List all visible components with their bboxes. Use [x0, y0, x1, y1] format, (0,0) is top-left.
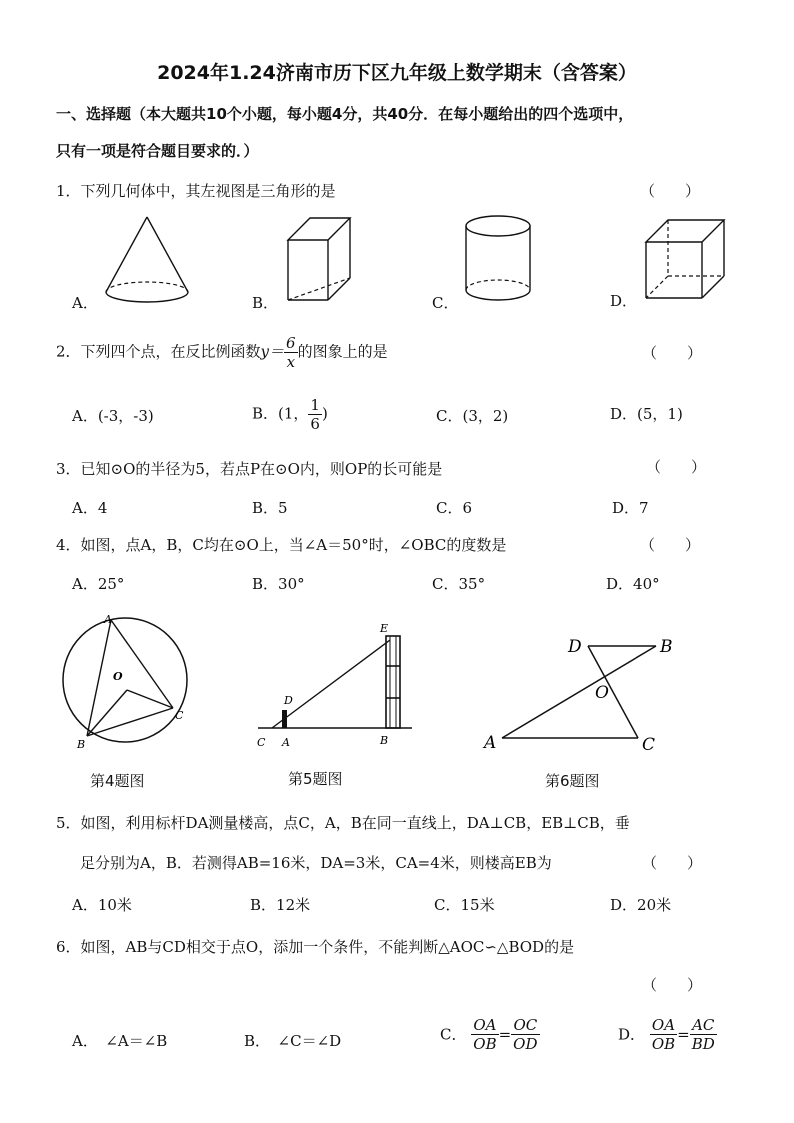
fig5-label-b: B — [380, 734, 389, 747]
q2-stem — [56, 334, 388, 371]
q6-option-c-frac2 — [511, 1016, 539, 1053]
fig6-label-a: A — [484, 733, 497, 753]
q6-option-c-label: C． — [440, 1025, 467, 1044]
q6-option-d-frac1 — [650, 1016, 677, 1053]
q2-y-equals: y＝ — [260, 342, 285, 361]
q6-d-den1: OB — [651, 1035, 676, 1053]
q4-option-a: A．25° — [72, 575, 125, 593]
q3-option-c: C．6 — [436, 499, 473, 517]
q5-stem-line2: 足分别为A，B．若测得AB=16米，DA=3米，CA=4米，则楼高EB为 — [80, 854, 552, 872]
q2-stem-a: 2．下列四个点，在反比例函数 — [56, 342, 261, 361]
q6-option-d-frac2 — [690, 1016, 717, 1053]
q6-option-d-label: D． — [618, 1025, 646, 1044]
q2-option-b-fraction — [308, 396, 322, 433]
figure-6-intersecting — [480, 628, 680, 753]
q6-c-den1: OB — [473, 1035, 497, 1053]
q2-option-b-num: 1 — [310, 396, 320, 414]
q1-cone-figure — [100, 212, 195, 307]
q4-option-c: C．35° — [432, 575, 486, 593]
q1-option-c: C． — [432, 294, 459, 312]
fig6-label-d: D — [568, 637, 582, 657]
fig4-label-o: O — [113, 670, 123, 683]
q1-answer-paren: （ ） — [640, 182, 701, 200]
q5-answer-paren: （ ） — [642, 854, 703, 872]
q3-stem: 3．已知⊙O的半径为5，若点P在⊙O内，则OP的长可能是 — [56, 460, 443, 478]
q3-option-a: A．4 — [72, 499, 108, 517]
q5-option-b: B．12米 — [250, 896, 311, 914]
q3-option-b: B．5 — [252, 499, 288, 517]
q1-option-a: A． — [72, 294, 98, 312]
fig5-label-d: D — [284, 694, 293, 707]
q2-fraction-num: 6 — [286, 334, 296, 352]
q6-c-den2: OD — [513, 1035, 538, 1053]
q4-stem: 4．如图，点A，B，C均在⊙O上，当∠A＝50°时，∠OBC的度数是 — [56, 536, 507, 554]
q6-d-den2: BD — [691, 1035, 715, 1053]
q5-option-a: A．10米 — [72, 896, 132, 914]
q6-option-a: A． ∠A＝∠B — [72, 1032, 168, 1050]
q2-option-a: A．(-3，-3) — [72, 407, 154, 425]
section-heading-line2: 只有一项是符合题目要求的．） — [56, 142, 259, 160]
q2-option-b — [252, 396, 328, 433]
figure-4-circle — [55, 608, 195, 753]
q3-answer-paren: （ ） — [646, 458, 707, 476]
page-title: 2024年1.24济南市历下区九年级上数学期末（含答案） — [157, 62, 637, 84]
fig5-label-a: A — [282, 736, 290, 749]
q1-prism-figure — [280, 212, 370, 307]
q6-option-b: B． ∠C＝∠D — [244, 1032, 342, 1050]
q6-option-d — [618, 1016, 717, 1053]
q2-stem-b: 的图象上的是 — [297, 342, 388, 361]
q6-d-num2: AC — [690, 1016, 717, 1035]
q6-d-equals: = — [677, 1025, 690, 1044]
q3-option-d: D．7 — [612, 499, 649, 517]
section-heading-line1: 一、选择题（本大题共10个小题，每小题4分，共40分．在每小题给出的四个选项中， — [56, 105, 634, 123]
q6-c-num1: OA — [471, 1016, 498, 1035]
fig4-label-a: A — [104, 613, 112, 626]
caption-figure-4: 第4题图 — [90, 772, 145, 790]
q6-option-c-frac1 — [471, 1016, 498, 1053]
q4-answer-paren: （ ） — [640, 536, 701, 554]
fig6-label-c: C — [642, 735, 656, 753]
caption-figure-5: 第5题图 — [288, 770, 343, 788]
q2-fraction-den: x — [286, 353, 296, 371]
fig6-label-o: O — [595, 683, 609, 703]
q2-option-c: C．(3，2) — [436, 407, 509, 425]
q2-option-d: D．(5，1) — [610, 405, 683, 423]
figure-5-building — [250, 618, 420, 753]
q2-option-b-a: B．(1， — [252, 404, 309, 423]
q1-cube-figure — [640, 212, 730, 307]
q5-option-d: D．20米 — [610, 896, 672, 914]
q2-answer-paren: （ ） — [642, 344, 703, 362]
q1-option-b: B． — [252, 294, 279, 312]
q1-cylinder-figure — [460, 212, 540, 307]
q2-option-b-b: ) — [321, 404, 328, 423]
q4-option-b: B．30° — [252, 575, 305, 593]
q6-option-c — [440, 1016, 540, 1053]
q5-stem-line1: 5．如图，利用标杆DA测量楼高，点C，A，B在同一直线上，DA⊥CB，EB⊥CB，垂 — [56, 814, 630, 832]
q6-c-equals: = — [498, 1025, 512, 1044]
q2-option-b-den: 6 — [310, 415, 320, 433]
q2-fraction — [284, 334, 298, 371]
q6-c-num2: OC — [511, 1016, 539, 1035]
caption-figure-6: 第6题图 — [545, 772, 600, 790]
q6-d-num1: OA — [650, 1016, 677, 1035]
q4-option-d: D．40° — [606, 575, 660, 593]
fig4-label-b: B — [77, 738, 86, 751]
q6-stem: 6．如图，AB与CD相交于点O，添加一个条件，不能判断△AOC∽△BOD的是 — [56, 938, 575, 956]
q1-option-d: D． — [610, 292, 638, 310]
fig5-label-c: C — [257, 736, 266, 749]
fig6-label-b: B — [660, 637, 673, 657]
q6-answer-paren: （ ） — [642, 976, 703, 994]
q1-stem: 1．下列几何体中，其左视图是三角形的是 — [56, 182, 336, 200]
fig5-label-e: E — [380, 622, 389, 635]
q5-option-c: C．15米 — [434, 896, 495, 914]
fig4-label-c: C — [175, 709, 184, 722]
